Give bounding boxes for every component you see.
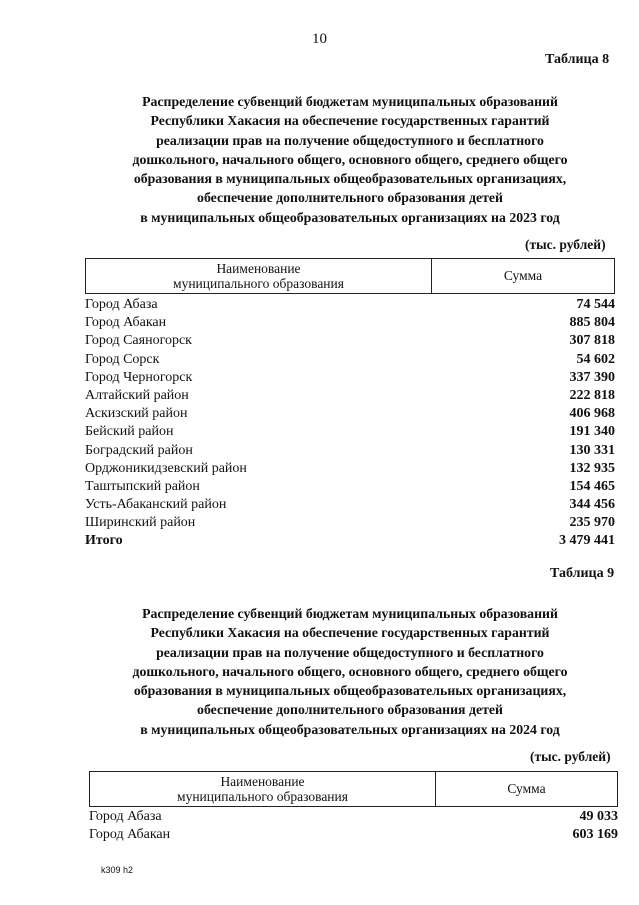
row-value: 344 456 <box>569 497 615 513</box>
table8-title-line: дошкольного, начального общего, основного общего, среднего общего <box>132 151 568 167</box>
table9-title-line: реализации прав на получение общедоступного и бесплатного <box>156 644 544 660</box>
header-name-line2: муниципального образования <box>177 789 348 804</box>
table-row <box>85 405 615 423</box>
row-name: Таштыпский район <box>85 478 200 494</box>
total-value: 3 479 441 <box>559 533 615 549</box>
table9-header-name <box>90 772 436 806</box>
row-name: Боградский район <box>85 442 193 458</box>
table8-header <box>85 258 615 294</box>
table-row <box>85 332 615 350</box>
row-value: 154 465 <box>569 478 615 494</box>
table-row <box>85 460 615 478</box>
row-value: 406 968 <box>569 406 615 422</box>
table8-title <box>90 92 610 227</box>
table9-title-line: в муниципальных общеобразовательных организациях на 2024 год <box>140 721 560 737</box>
row-name: Ширинский район <box>85 515 196 531</box>
table8-title-line: образования в муниципальных общеобразовательных организациях, <box>133 171 567 187</box>
table-row <box>85 351 615 369</box>
row-value: 49 033 <box>579 809 618 824</box>
table9-title-line: обеспечение дополнительного образования детей <box>197 702 503 718</box>
row-value: 603 169 <box>572 827 618 843</box>
total-label: Итого <box>85 533 123 549</box>
row-name: Бейский район <box>85 424 174 440</box>
table9-units: (тыс. рублей) <box>530 749 611 764</box>
table-row <box>89 826 618 844</box>
table8-title-line: обеспечение дополнительного образования детей <box>197 190 503 206</box>
row-name: Усть-Абаканский район <box>85 497 227 513</box>
table9-title <box>90 604 610 739</box>
row-value: 235 970 <box>569 515 615 531</box>
table9-header-sum: Сумма <box>507 781 546 796</box>
table-row <box>85 423 615 441</box>
table-row <box>89 808 618 826</box>
table9-title-line: дошкольного, начального общего, основного общего, среднего общего <box>132 663 568 679</box>
table8-units: (тыс. рублей) <box>525 237 606 252</box>
table8-label: Таблица 8 <box>545 52 610 67</box>
row-name: Город Абакан <box>89 827 171 843</box>
row-name: Город Абакан <box>85 315 167 331</box>
table9-title-line: Республики Хакасия на обеспечение государственных гарантий <box>150 625 550 641</box>
table8-title-line: Распределение субвенций бюджетам муниципальных образований <box>142 94 558 109</box>
footer-code: k309 h2 <box>101 865 134 875</box>
header-name-line2: муниципального образования <box>173 276 344 291</box>
row-value: 222 818 <box>569 387 615 403</box>
table9-body <box>89 808 618 844</box>
header-name-line1: Наименование <box>220 774 305 789</box>
table8-header-name <box>86 259 432 293</box>
table8-title-line: Республики Хакасия на обеспечение государственных гарантий <box>150 113 550 129</box>
row-name: Город Абаза <box>89 809 162 824</box>
table9-title-line: Распределение субвенций бюджетам муниципальных образований <box>142 606 558 621</box>
table-row <box>85 442 615 460</box>
table-row <box>85 387 615 405</box>
row-name: Алтайский район <box>85 387 189 403</box>
header-name-line1: Наименование <box>216 261 301 276</box>
row-name: Орджоникидзевский район <box>85 460 247 476</box>
row-name: Город Черногорск <box>85 369 193 385</box>
table8-body <box>85 296 615 551</box>
table8-title-line: в муниципальных общеобразовательных организациях на 2023 год <box>140 209 560 225</box>
row-name: Город Абаза <box>85 297 158 312</box>
row-name: Аскизский район <box>85 406 188 422</box>
row-name: Город Сорск <box>85 351 160 367</box>
row-value: 54 602 <box>576 351 615 367</box>
page-number: 10 <box>312 31 327 47</box>
row-value: 130 331 <box>569 442 615 458</box>
table8-header-sum: Сумма <box>503 268 543 283</box>
table8-title-line: реализации прав на получение общедоступного и бесплатного <box>156 132 544 148</box>
table-row <box>85 514 615 532</box>
row-value: 337 390 <box>569 369 615 385</box>
table-row <box>85 478 615 496</box>
table9-title-line: образования в муниципальных общеобразовательных организациях, <box>133 683 567 699</box>
table-row <box>85 369 615 387</box>
row-value: 191 340 <box>569 424 615 440</box>
table-row <box>85 296 615 314</box>
table9-label: Таблица 9 <box>550 566 615 581</box>
table9-header <box>89 771 618 807</box>
row-value: 307 818 <box>569 333 615 349</box>
row-value: 132 935 <box>569 460 615 476</box>
table-row <box>85 496 615 514</box>
row-value: 885 804 <box>569 315 615 331</box>
row-value: 74 544 <box>576 297 615 312</box>
table-row <box>85 314 615 332</box>
total-row <box>85 532 615 550</box>
row-name: Город Саяногорск <box>85 333 192 349</box>
